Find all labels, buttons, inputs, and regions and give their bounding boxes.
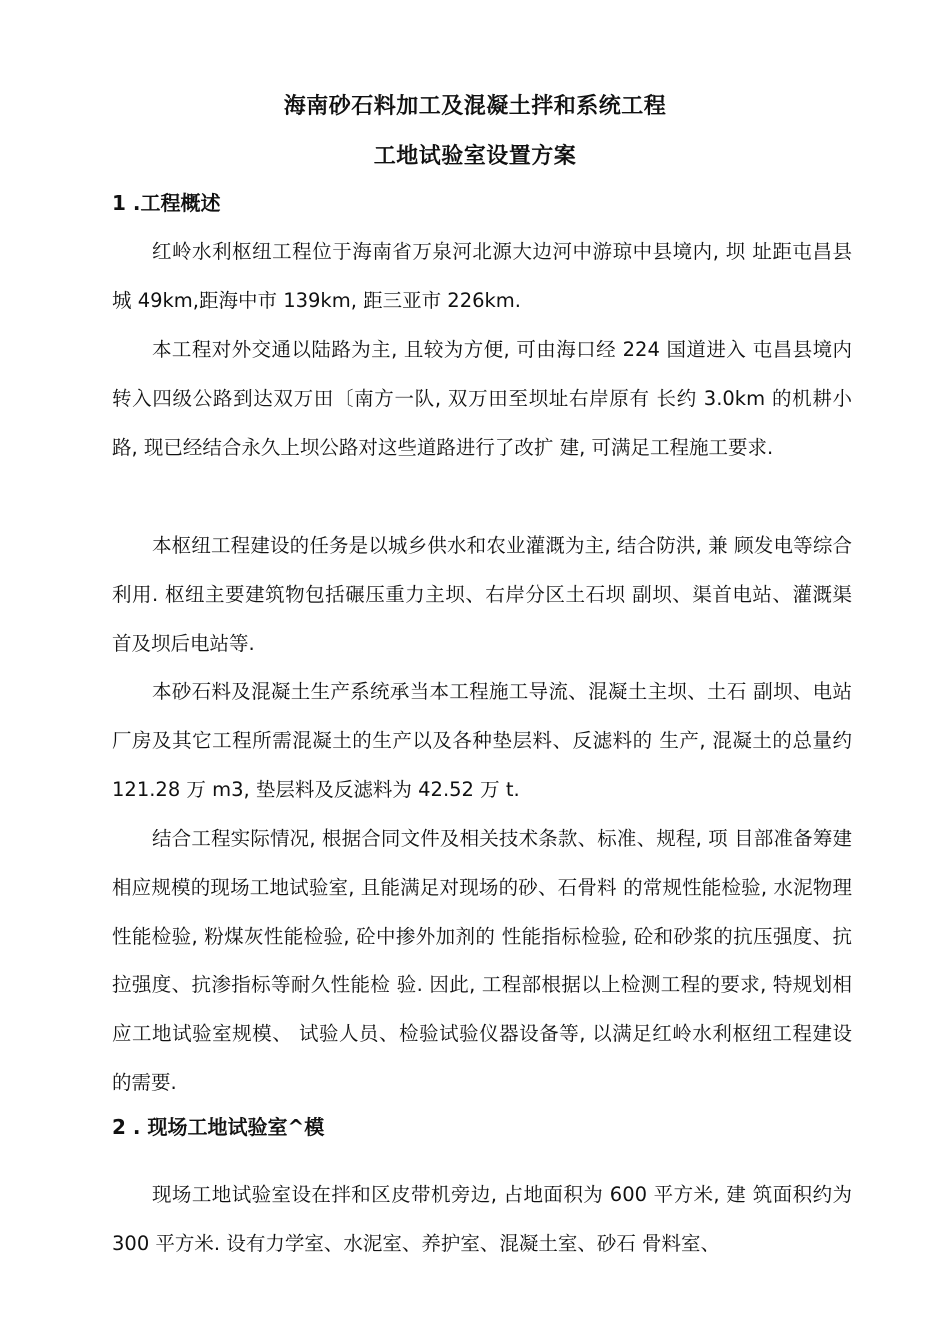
document-subtitle: 工地试验室设置方案 bbox=[373, 144, 577, 169]
paragraph-lab-layout: 现场工地试验室设在拌和区皮带机旁边, 占地面积为 600 平方米, 建 筑面积约为 300 平方米. 设有力学室、水泥室、养护室、混凝土室、砂石 骨料室、 bbox=[112, 1183, 852, 1255]
section-heading-overview: 1 .工程概述 bbox=[112, 191, 221, 215]
section-heading-lab-scale: 2 . 现场工地试验室^模 bbox=[112, 1115, 325, 1139]
paragraph-location: 红岭水利枢纽工程位于海南省万泉河北源大边河中游琼中县境内, 坝 址距屯昌县城 49km,距海中市 139km, 距三亚市 226km. bbox=[112, 240, 852, 312]
paragraph-lab-purpose: 结合工程实际情况, 根据合同文件及相关技术条款、标准、规程, 项 目部准备筹建相应规模的现场工地试验室, 且能满足对现场的砂、石骨料 的常规性能检验, 水泥物理性能检验, 粉煤灰性能检验, 砼中掺外加剂的 性能指标检验, 砼和砂浆的抗压强度、抗拉强度、抗渗指标等耐久性能检 验. 因此, 工程部根据以上检测工程的要求, 特规划相应工地试验室规模、 试验人员、检验试验仪器设备等, 以满足红岭水利枢纽工程建设的需要. bbox=[112, 827, 852, 1094]
paragraph-tasks: 本枢纽工程建设的任务是以城乡供水和农业灌溉为主, 结合防洪, 兼 顾发电等综合利用. 枢纽主要建筑物包括碾压重力主坝、右岸分区土石坝 副坝、渠首电站、灌溉渠首及坝后电站等. bbox=[112, 534, 852, 655]
paragraph-production-system: 本砂石料及混凝土生产系统承当本工程施工导流、混凝土主坝、土石 副坝、电站厂房及其它工程所需混凝土的生产以及各种垫层料、反滤料的 生产, 混凝土的总量约 121.28 万 m3, 垫层料及反滤料为 42.52 万 t. bbox=[112, 680, 852, 801]
paragraph-traffic: 本工程对外交通以陆路为主, 且较为方便, 可由海口经 224 国道进入 屯昌县境内转入四级公路到达双万田〔南方一队, 双万田至坝址右岸原有 长约 3.0km 的机耕小路, 现已经结合永久上坝公路对这些道路进行了改扩 建, 可满足工程施工要求. bbox=[112, 338, 852, 459]
document-title: 海南砂石料加工及混凝土拌和系统工程 bbox=[283, 94, 667, 119]
